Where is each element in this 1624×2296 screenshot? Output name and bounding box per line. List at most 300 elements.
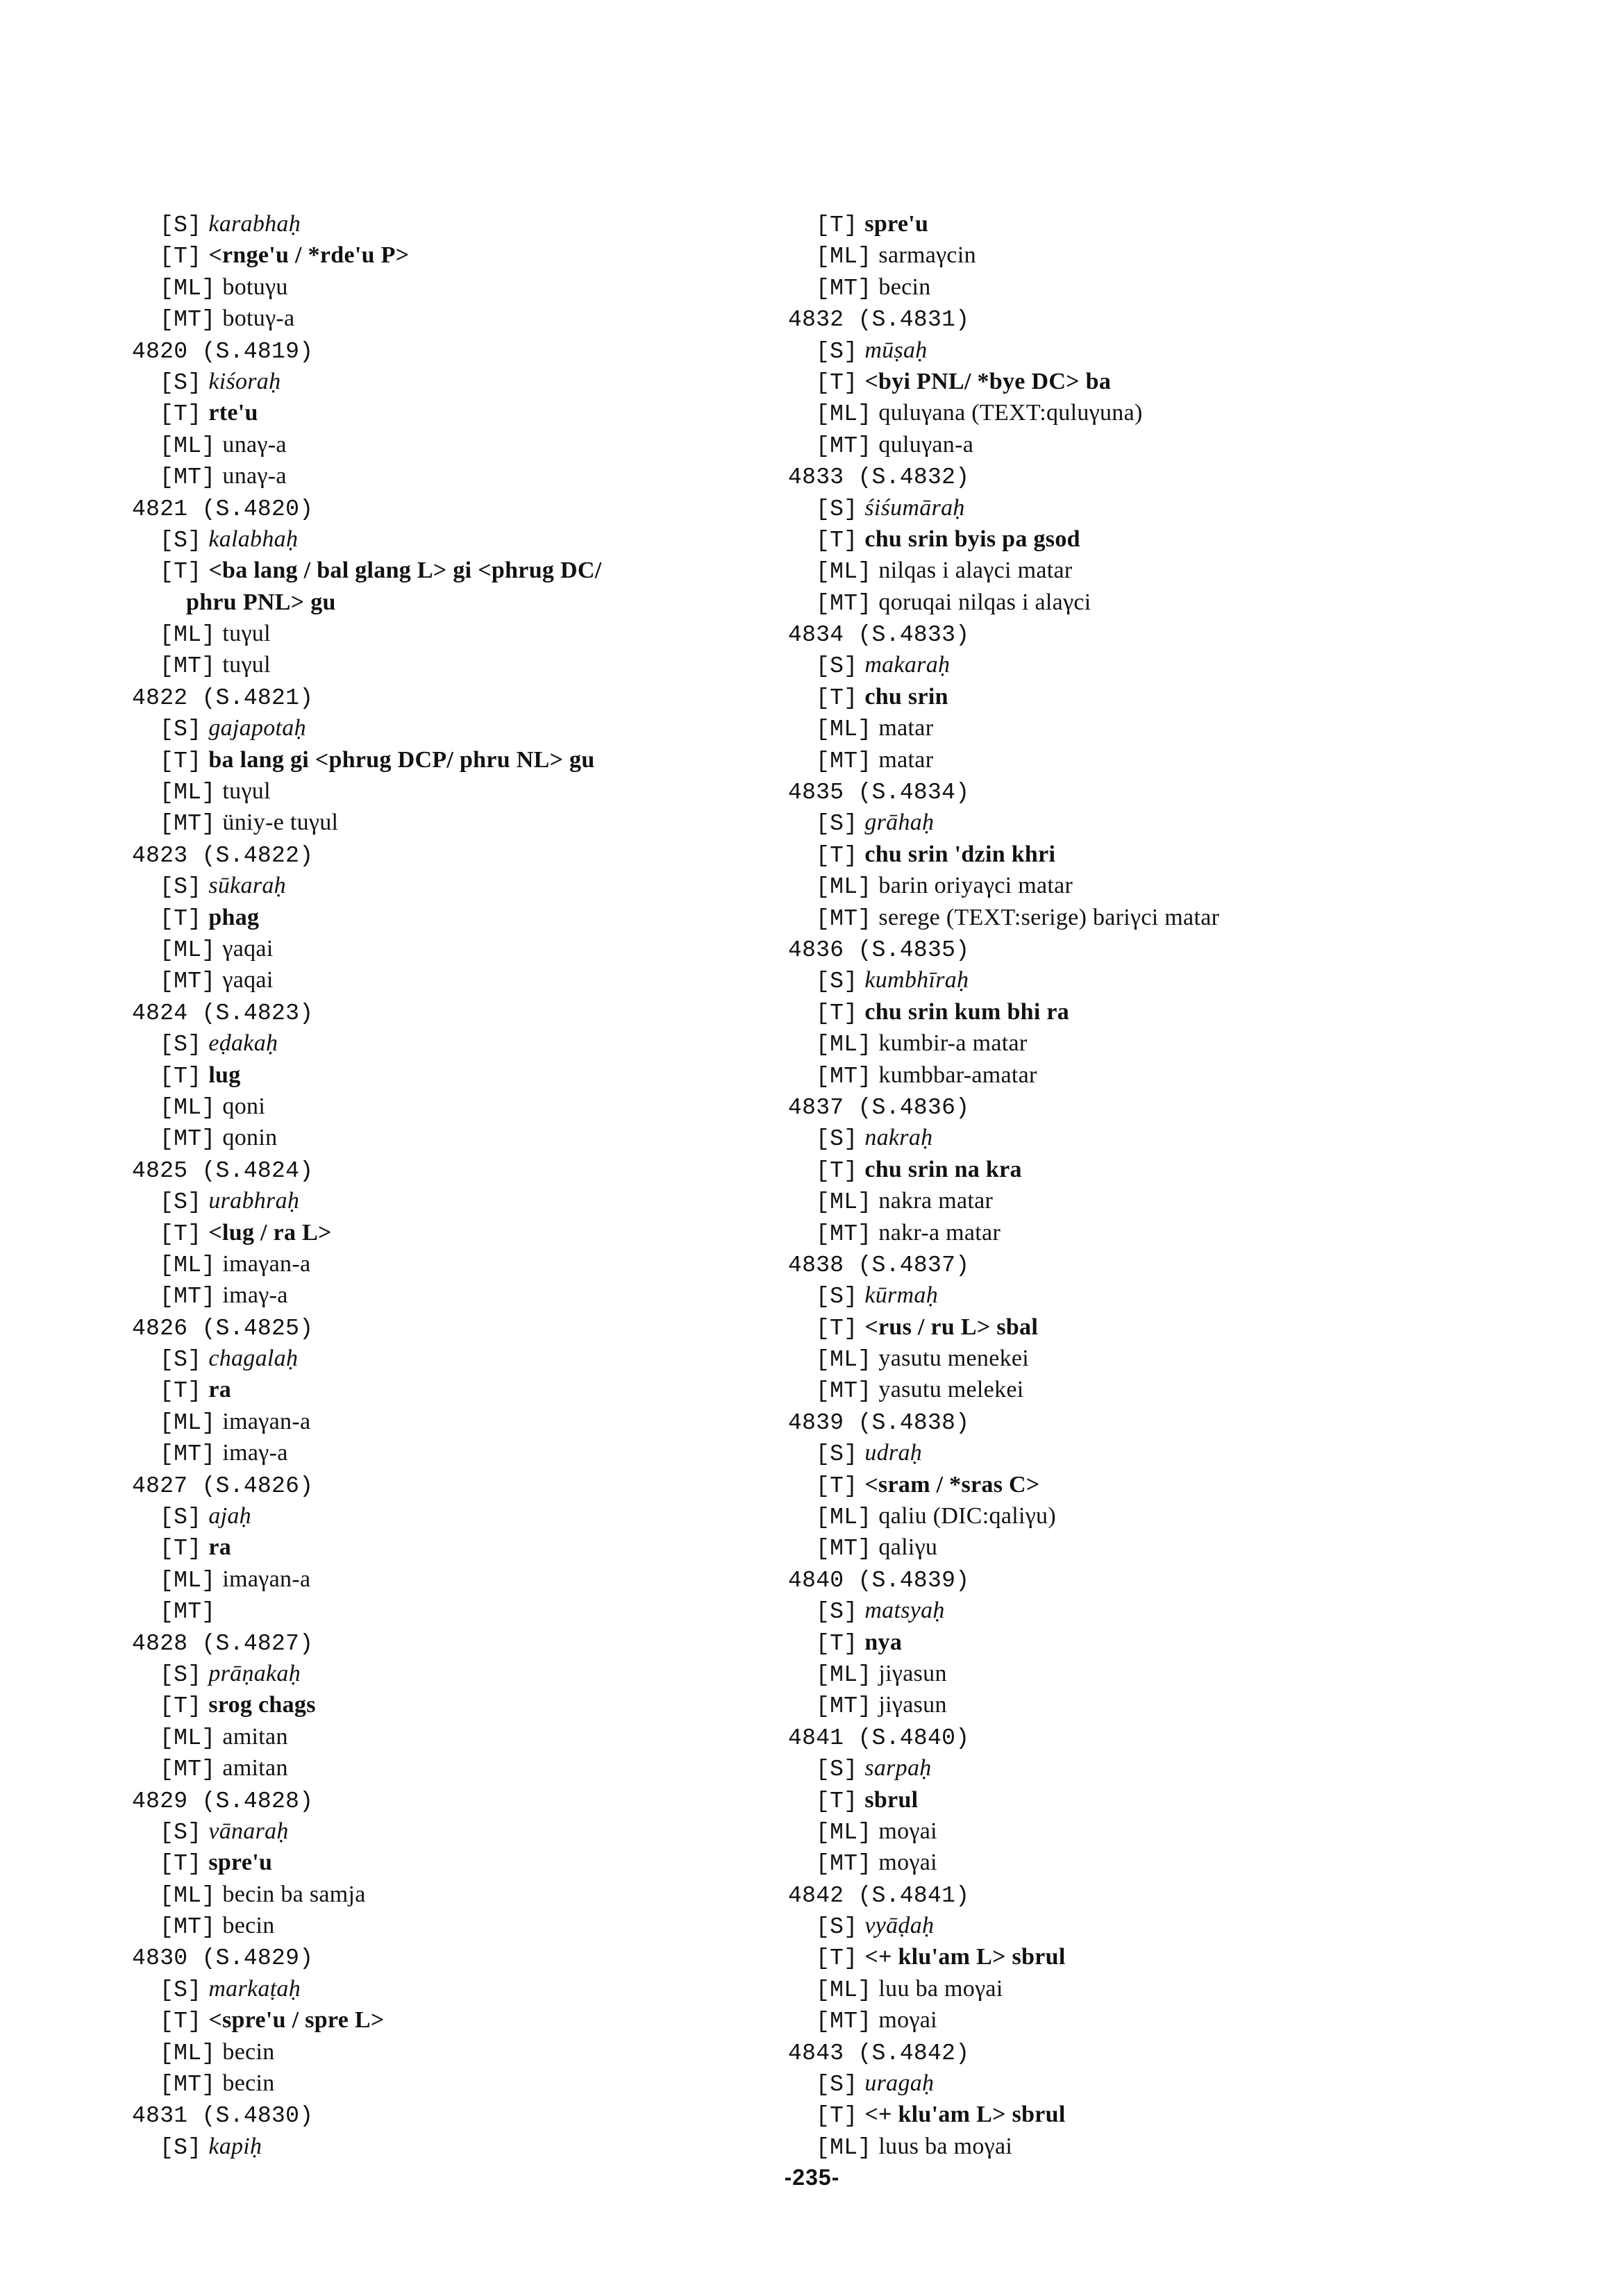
field-tag: [S] <box>160 1505 202 1531</box>
field-tag: [S] <box>816 338 858 364</box>
field-text: nilqas i alaγci matar <box>878 558 1073 584</box>
field-line <box>132 1847 757 1878</box>
field-tag: [MT] <box>816 748 872 774</box>
field-line <box>788 1658 1566 1689</box>
field-tag: [MT] <box>160 653 216 680</box>
field-tag: [ML] <box>160 275 216 301</box>
field-text: tuγul <box>222 652 271 678</box>
entry-number-text: 4826 (S.4825) <box>132 1315 314 1341</box>
field-text: kiśoraḥ <box>208 368 281 394</box>
field-text: <spre'u / spre L> <box>208 2007 385 2034</box>
field-text: nya <box>864 1629 903 1655</box>
field-tag: [ML] <box>160 2040 216 2066</box>
field-line <box>788 2099 1566 2130</box>
field-text: mūṣaḥ <box>864 337 928 363</box>
field-text: amitan <box>222 1723 288 1750</box>
field-tag: [ML] <box>816 1032 872 1058</box>
field-tag: [MT] <box>816 1221 872 1247</box>
field-text: unaγ-a <box>222 463 287 489</box>
field-text: chu srin <box>864 683 948 710</box>
field-line <box>788 744 1566 776</box>
field-line <box>788 397 1566 428</box>
field-line <box>788 1784 1566 1816</box>
field-tag: [T] <box>160 905 202 932</box>
field-text: matsyaḥ <box>864 1598 945 1624</box>
field-text: qonin <box>222 1125 278 1151</box>
field-text: kumbhīraḥ <box>864 967 969 994</box>
field-tag: [T] <box>816 1788 858 1814</box>
field-text: <ba lang / bal glang L> gi <phrug DC/ <box>208 558 602 584</box>
field-tag: [T] <box>816 527 858 553</box>
entry-number-text: 4840 (S.4839) <box>788 1567 970 1593</box>
entry-number-text: 4829 (S.4828) <box>132 1788 314 1814</box>
field-tag: [T] <box>816 212 858 238</box>
field-text: rte'u <box>208 400 258 426</box>
field-line <box>788 1752 1566 1784</box>
field-tag: [MT] <box>816 590 872 617</box>
field-text: nakraḥ <box>864 1125 933 1151</box>
field-line <box>132 870 757 901</box>
field-continuation <box>132 587 757 618</box>
entry-number-text: 4843 (S.4842) <box>788 2040 970 2066</box>
field-line <box>788 712 1566 744</box>
field-tag: [ML] <box>816 2134 872 2161</box>
field-tag: [S] <box>160 2134 202 2161</box>
field-line <box>132 1028 757 1059</box>
entry-number-text: 4833 (S.4832) <box>788 464 970 491</box>
field-line <box>788 1059 1566 1091</box>
field-tag: [ML] <box>816 717 872 743</box>
field-tag: [S] <box>160 1661 202 1688</box>
field-text: quluγan-a <box>878 431 974 458</box>
entry-number <box>132 2099 757 2130</box>
field-text: karabhaḥ <box>208 211 301 237</box>
field-tag: [MT] <box>816 275 872 301</box>
field-text: markaṭaḥ <box>208 1975 301 2002</box>
entry-number-text: 4825 (S.4824) <box>132 1157 314 1184</box>
field-tag: [MT] <box>816 433 872 459</box>
field-text: luu ba moγai <box>878 1975 1003 2002</box>
field-tag: [ML] <box>160 1725 216 1751</box>
field-text: tuγul <box>222 621 271 647</box>
field-line <box>788 1185 1566 1216</box>
field-line <box>788 1280 1566 1311</box>
entry-number <box>788 1091 1566 1122</box>
field-tag: [S] <box>816 1757 858 1783</box>
field-tag: [MT] <box>816 905 872 932</box>
field-tag: [T] <box>160 2009 202 2035</box>
field-text: kumbbar-amatar <box>878 1062 1037 1088</box>
field-tag: [MT] <box>160 1914 216 1941</box>
field-line <box>132 1059 757 1091</box>
field-text: moγai <box>878 2007 937 2034</box>
field-line <box>132 208 757 240</box>
entry-number <box>788 1406 1566 1437</box>
field-line <box>788 271 1566 303</box>
field-tag: [ML] <box>816 1819 872 1845</box>
field-line <box>788 1910 1566 1941</box>
field-tag: [S] <box>816 496 858 522</box>
field-text: moγai <box>878 1818 937 1844</box>
field-line <box>788 335 1566 366</box>
field-text: makaraḥ <box>864 652 951 678</box>
field-line <box>132 902 757 933</box>
field-tag: [S] <box>160 369 202 396</box>
field-text: <+ klu'am L> sbrul <box>864 2102 1066 2128</box>
field-tag: [ML] <box>816 1977 872 2003</box>
field-text: imaγ-a <box>222 1440 288 1466</box>
field-text: becin <box>878 274 931 300</box>
field-tag: [T] <box>160 244 202 270</box>
field-line <box>788 807 1566 838</box>
entry-number <box>132 1627 757 1658</box>
field-line <box>132 555 757 586</box>
field-tag: [MT] <box>816 2009 872 2035</box>
field-text: vānaraḥ <box>208 1818 289 1844</box>
field-line <box>132 1721 757 1752</box>
field-text: <sram / *sras C> <box>864 1471 1040 1498</box>
field-text: kūrmaḥ <box>864 1282 938 1309</box>
field-tag: [T] <box>160 1693 202 1720</box>
field-line <box>132 523 757 555</box>
field-text: uragaḥ <box>864 2070 935 2097</box>
field-tag: [MT] <box>160 2072 216 2098</box>
field-tag: [T] <box>816 1315 858 1341</box>
field-text: chu srin na kra <box>864 1156 1022 1182</box>
field-line <box>132 303 757 334</box>
field-line <box>788 240 1566 271</box>
field-line <box>132 933 757 964</box>
field-line <box>132 2131 757 2162</box>
field-line <box>132 1280 757 1311</box>
field-tag: [S] <box>816 1284 858 1310</box>
field-text: eḍakaḥ <box>208 1030 278 1057</box>
entry-number-text: 4838 (S.4837) <box>788 1252 970 1278</box>
entry-number <box>132 1469 757 1500</box>
field-text: qoni <box>222 1093 266 1119</box>
field-text: srog chags <box>208 1692 316 1718</box>
field-line <box>788 1343 1566 1374</box>
field-tag: [T] <box>160 1851 202 1877</box>
field-tag: [S] <box>816 1914 858 1941</box>
field-tag: [T] <box>816 2103 858 2129</box>
field-text: qoruqai nilqas i alaγci <box>878 589 1091 615</box>
entry-number <box>788 933 1566 964</box>
field-line <box>788 208 1566 240</box>
entry-number <box>788 618 1566 649</box>
field-tag: [T] <box>160 1536 202 1562</box>
field-tag: [ML] <box>816 559 872 585</box>
field-text: becin <box>222 2038 275 2065</box>
entry-number-text: 4839 (S.4838) <box>788 1409 970 1436</box>
entry-number-text: 4832 (S.4831) <box>788 307 970 333</box>
field-tag: [T] <box>816 1630 858 1657</box>
field-text: barin oriyaγci matar <box>878 873 1073 899</box>
field-text: prāṇakaḥ <box>208 1660 301 1686</box>
entry-number <box>788 1248 1566 1280</box>
field-tag: [MT] <box>816 1378 872 1405</box>
field-line <box>132 1374 757 1405</box>
field-text: serege (TEXT:serige) bariγci matar <box>878 904 1220 930</box>
field-text: chu srin byis pa gsod <box>864 526 1080 552</box>
field-text: luus ba moγai <box>878 2133 1013 2159</box>
left-column <box>132 208 757 2162</box>
field-tag: [S] <box>816 2072 858 2098</box>
field-line <box>132 807 757 838</box>
field-line <box>788 1374 1566 1405</box>
field-line <box>132 397 757 428</box>
field-line <box>132 1689 757 1720</box>
field-tag: [MT] <box>160 1126 216 1153</box>
field-tag: [S] <box>160 874 202 900</box>
field-line <box>788 2004 1566 2036</box>
field-line <box>788 681 1566 712</box>
field-text: botuγu <box>222 274 288 300</box>
right-column <box>788 208 1566 2162</box>
entry-number-text: 4830 (S.4829) <box>132 1945 314 1972</box>
field-line <box>788 839 1566 870</box>
field-line <box>788 2131 1566 2162</box>
field-tag: [T] <box>160 1063 202 1089</box>
field-line <box>132 460 757 492</box>
field-text: unaγ-a <box>222 431 287 458</box>
field-line <box>132 1595 757 1626</box>
field-tag: [S] <box>816 1126 858 1153</box>
field-tag: [S] <box>816 653 858 680</box>
entry-number-text: 4831 (S.4830) <box>132 2103 314 2129</box>
field-text: chu srin 'dzin khri <box>864 841 1056 867</box>
field-text: lug <box>208 1062 241 1088</box>
field-text: ajaḥ <box>208 1503 251 1530</box>
field-text: gajapotaḥ <box>208 715 306 741</box>
field-line <box>788 964 1566 996</box>
field-tag: [T] <box>160 401 202 428</box>
entry-number <box>788 1879 1566 1910</box>
field-text: vyāḍaḥ <box>864 1913 935 1939</box>
field-tag: [ML] <box>816 1347 872 1373</box>
field-tag: [S] <box>160 717 202 743</box>
field-line <box>132 2068 757 2099</box>
field-line <box>132 1816 757 1847</box>
field-line <box>788 523 1566 555</box>
field-text: sarmaγcin <box>878 242 976 269</box>
field-tag: [S] <box>816 969 858 995</box>
field-text: phru PNL> gu <box>186 589 336 615</box>
field-tag: [S] <box>160 1189 202 1216</box>
field-tag: [S] <box>160 527 202 553</box>
field-text: nakr-a matar <box>878 1219 1001 1246</box>
entry-number-text: 4827 (S.4826) <box>132 1473 314 1499</box>
field-tag: [ML] <box>816 1661 872 1688</box>
field-text: qaliγu <box>878 1534 938 1561</box>
entry-number <box>132 1312 757 1343</box>
field-tag: [T] <box>160 559 202 585</box>
field-text: kapiḥ <box>208 2133 262 2159</box>
field-text: chu srin kum bhi ra <box>864 998 1070 1025</box>
field-tag: [MT] <box>160 811 216 837</box>
field-line <box>132 649 757 680</box>
field-line <box>788 2068 1566 2099</box>
field-text: nakra matar <box>878 1188 994 1214</box>
field-line <box>132 240 757 271</box>
field-line <box>132 1752 757 1784</box>
field-text: jiγasun <box>878 1660 947 1686</box>
field-text: moγai <box>878 1850 937 1876</box>
field-line <box>788 902 1566 933</box>
field-text: <rnge'u / *rde'u P> <box>208 242 410 269</box>
field-line <box>788 1627 1566 1658</box>
field-line <box>132 1091 757 1122</box>
field-line <box>132 2036 757 2068</box>
field-text: qaliu (DIC:qaliγu) <box>878 1503 1056 1530</box>
field-text: yasutu menekei <box>878 1346 1030 1372</box>
field-text: imaγan-a <box>222 1566 311 1592</box>
field-text: <+ klu'am L> sbrul <box>864 1944 1066 1970</box>
field-tag: [T] <box>816 1000 858 1026</box>
field-text: üniy-e tuγul <box>222 810 339 836</box>
field-text: phag <box>208 904 260 930</box>
entry-number <box>132 1154 757 1185</box>
field-line <box>788 429 1566 460</box>
field-tag: [MT] <box>160 307 216 333</box>
field-text: sarpaḥ <box>864 1755 932 1782</box>
field-line <box>788 1941 1566 1972</box>
field-text: śiśumāraḥ <box>864 494 965 521</box>
entry-number <box>132 335 757 366</box>
field-tag: [T] <box>816 1473 858 1499</box>
field-line <box>132 1185 757 1216</box>
field-tag: [MT] <box>160 1441 216 1468</box>
field-tag: [ML] <box>160 622 216 648</box>
field-text: ra <box>208 1534 232 1561</box>
field-text: sbrul <box>864 1786 919 1813</box>
field-line <box>788 1973 1566 2004</box>
field-line <box>132 1879 757 1910</box>
field-line <box>788 1154 1566 1185</box>
field-text: kalabhaḥ <box>208 526 299 552</box>
entry-number <box>788 776 1566 807</box>
field-line <box>132 1343 757 1374</box>
field-text: becin <box>222 2070 275 2097</box>
field-text: imaγan-a <box>222 1250 311 1277</box>
field-line <box>132 1658 757 1689</box>
field-tag: [ML] <box>160 1882 216 1909</box>
field-text: γaqai <box>222 967 274 994</box>
field-tag: [ML] <box>816 401 872 428</box>
field-text: <lug / ra L> <box>208 1219 332 1246</box>
entry-number <box>788 2036 1566 2068</box>
field-text: tuγul <box>222 778 271 805</box>
field-line <box>132 1564 757 1595</box>
field-line <box>132 1973 757 2004</box>
entry-number-text: 4834 (S.4833) <box>788 622 970 648</box>
field-line <box>132 776 757 807</box>
field-line <box>788 1595 1566 1626</box>
field-text: ra <box>208 1377 232 1403</box>
entry-number <box>788 460 1566 492</box>
entry-number <box>132 839 757 870</box>
field-tag: [ML] <box>160 433 216 459</box>
field-tag: [T] <box>160 748 202 774</box>
page-number: -235- <box>784 2165 840 2190</box>
field-line <box>788 870 1566 901</box>
field-line <box>132 1122 757 1153</box>
field-text: spre'u <box>864 211 929 237</box>
entry-number-text: 4822 (S.4821) <box>132 685 314 711</box>
field-text: <rus / ru L> sbal <box>864 1314 1039 1340</box>
entry-number-text: 4821 (S.4820) <box>132 496 314 522</box>
field-text: becin ba samja <box>222 1881 366 1907</box>
field-tag: [ML] <box>160 1094 216 1121</box>
field-tag: [ML] <box>160 1567 216 1593</box>
field-tag: [S] <box>816 1599 858 1625</box>
entry-number-text: 4823 (S.4822) <box>132 842 314 869</box>
field-tag: [ML] <box>816 1189 872 1216</box>
field-tag: [S] <box>160 1032 202 1058</box>
entry-number-text: 4842 (S.4841) <box>788 1882 970 1909</box>
field-line <box>788 1217 1566 1248</box>
field-tag: [ML] <box>160 1252 216 1278</box>
field-line <box>788 1500 1566 1532</box>
field-text: jiγasun <box>878 1692 947 1718</box>
field-line <box>132 712 757 744</box>
field-line <box>132 618 757 649</box>
field-tag: [S] <box>816 811 858 837</box>
field-tag: [T] <box>816 842 858 869</box>
field-tag: [T] <box>816 685 858 711</box>
field-line <box>132 964 757 996</box>
field-line <box>132 1406 757 1437</box>
field-line <box>788 1816 1566 1847</box>
field-text: γaqai <box>222 935 274 962</box>
entry-number-text: 4835 (S.4834) <box>788 780 970 806</box>
field-tag: [MT] <box>160 1284 216 1310</box>
entry-number <box>132 681 757 712</box>
field-text: matar <box>878 746 934 773</box>
entry-number-text: 4828 (S.4827) <box>132 1630 314 1657</box>
field-text: sūkaraḥ <box>208 873 286 899</box>
field-tag: [ML] <box>160 1409 216 1436</box>
field-tag: [ML] <box>816 874 872 900</box>
field-tag: [T] <box>816 1157 858 1184</box>
field-text: spre'u <box>208 1850 273 1876</box>
field-text: chagalaḥ <box>208 1346 299 1372</box>
field-text: matar <box>878 715 934 741</box>
field-line <box>788 366 1566 397</box>
entry-number-text: 4841 (S.4840) <box>788 1725 970 1751</box>
field-tag: [S] <box>160 212 202 238</box>
field-line <box>788 555 1566 586</box>
entry-number <box>132 1784 757 1816</box>
field-line <box>788 649 1566 680</box>
field-line <box>132 271 757 303</box>
field-tag: [ML] <box>160 780 216 806</box>
entry-number <box>132 492 757 523</box>
field-text: quluγana (TEXT:quluγuna) <box>878 400 1143 426</box>
field-tag: [MT] <box>816 1536 872 1562</box>
field-text: imaγan-a <box>222 1408 311 1434</box>
entry-number <box>132 996 757 1028</box>
field-text: amitan <box>222 1755 288 1782</box>
field-text: urabhraḥ <box>208 1188 300 1214</box>
field-line <box>788 492 1566 523</box>
field-line <box>132 1532 757 1563</box>
field-line <box>132 1248 757 1280</box>
field-tag: [MT] <box>816 1693 872 1720</box>
field-tag: [S] <box>160 1347 202 1373</box>
field-tag: [ML] <box>816 1505 872 1531</box>
field-tag: [MT] <box>160 969 216 995</box>
